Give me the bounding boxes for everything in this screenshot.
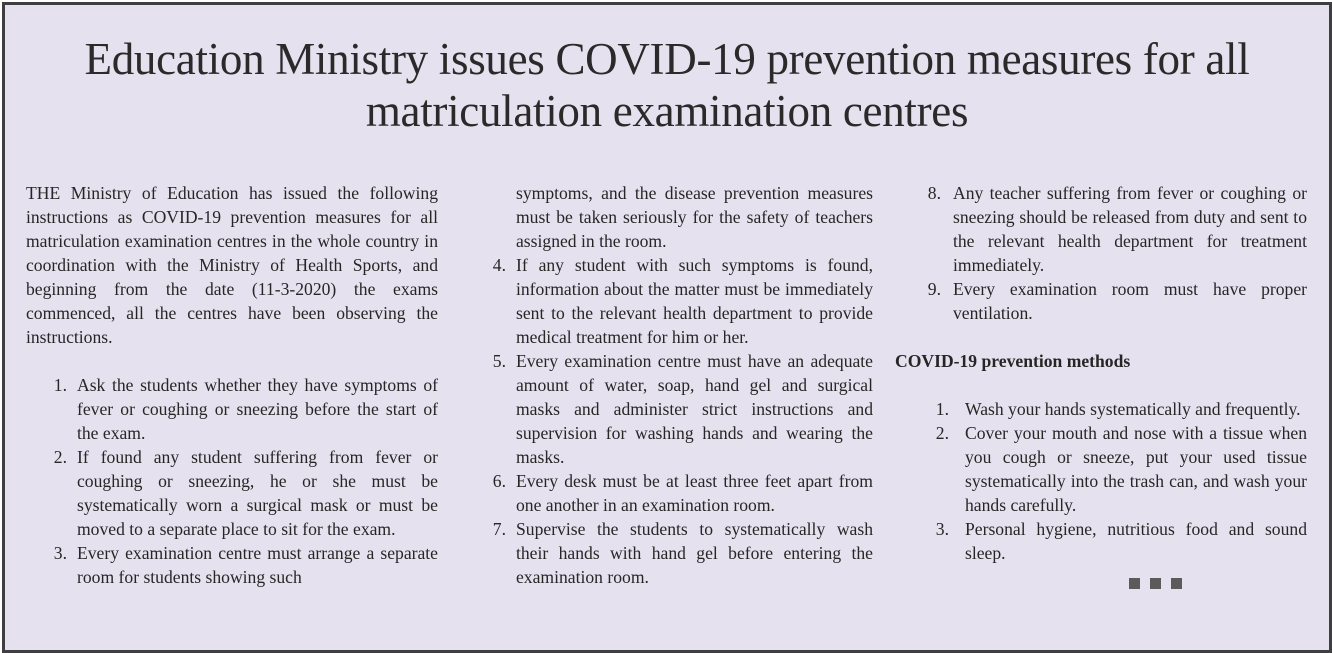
measures-list-part-3: [895, 181, 1307, 325]
measures-list-part-2: [483, 253, 873, 589]
measure-3-continued: symptoms, and the disease prevention measures must be taken seriously for the safety of teachers assigned in the room.: [516, 183, 873, 251]
list-item: 5. Every examination centre must have an adequate amount of water, soap, hand gel and surgical masks and administer strict instructions and supervision for washing hands and wearing the masks.: [492, 351, 873, 467]
methods-list: [895, 397, 1307, 565]
list-item: 3. Personal hygiene, nutritious food and sound sleep.: [935, 519, 1307, 563]
list-item: 2. If found any student suffering from fever or coughing or sneezing, he or she must be systematically worn a surgical mask or must be moved to a separate place to sit for the exam.: [53, 447, 438, 539]
end-square-icon: [1171, 578, 1182, 589]
column-3: [895, 181, 1307, 595]
end-square-icon: [1129, 578, 1140, 589]
headline: Education Ministry issues COVID-19 prevention measures for all matriculation examination centres: [84, 34, 1250, 136]
end-square-icon: [1150, 578, 1161, 589]
list-item: 7. Supervise the students to systematically wash their hands with hand gel before entering the examination room.: [492, 519, 873, 587]
list-item: 6. Every desk must be at least three feet apart from one another in an examination room.: [492, 471, 873, 515]
list-item: 3. Every examination centre must arrange a separate room for students showing such: [53, 543, 438, 587]
list-item: 9. Every examination room must have proper ventilation.: [927, 279, 1307, 323]
list-item: 4. If any student with such symptoms is found, information about the matter must be immediately sent to the relevant health department to provide medical treatment for him or her.: [492, 255, 873, 347]
measures-list-part-1: [26, 373, 438, 589]
list-item: 1. Ask the students whether they have symptoms of fever or coughing or sneezing before the start of the exam.: [53, 375, 438, 443]
column-2: [483, 181, 873, 589]
methods-heading: COVID-19 prevention methods: [895, 351, 1131, 371]
end-mark: [895, 571, 1307, 595]
list-item: 1. Wash your hands systematically and frequently.: [935, 399, 1301, 419]
list-item: 8. Any teacher suffering from fever or coughing or sneezing should be released from duty and sent to the relevant health department for treatment immediately.: [927, 183, 1307, 275]
list-item: 2. Cover your mouth and nose with a tissue when you cough or sneeze, put your used tissue systematically into the trash can, and wash your hands carefully.: [935, 423, 1307, 515]
intro-paragraph: THE Ministry of Education has issued the following instructions as COVID-19 prevention measures for all matriculation examination centres in the whole country in coordination with the Ministry of Health Sports, and beginning from the date (11-3-2020) the exams commenced, all the centres have been observing the instructions.: [26, 183, 438, 347]
column-1: [26, 181, 438, 589]
article-box: [2, 2, 1332, 653]
